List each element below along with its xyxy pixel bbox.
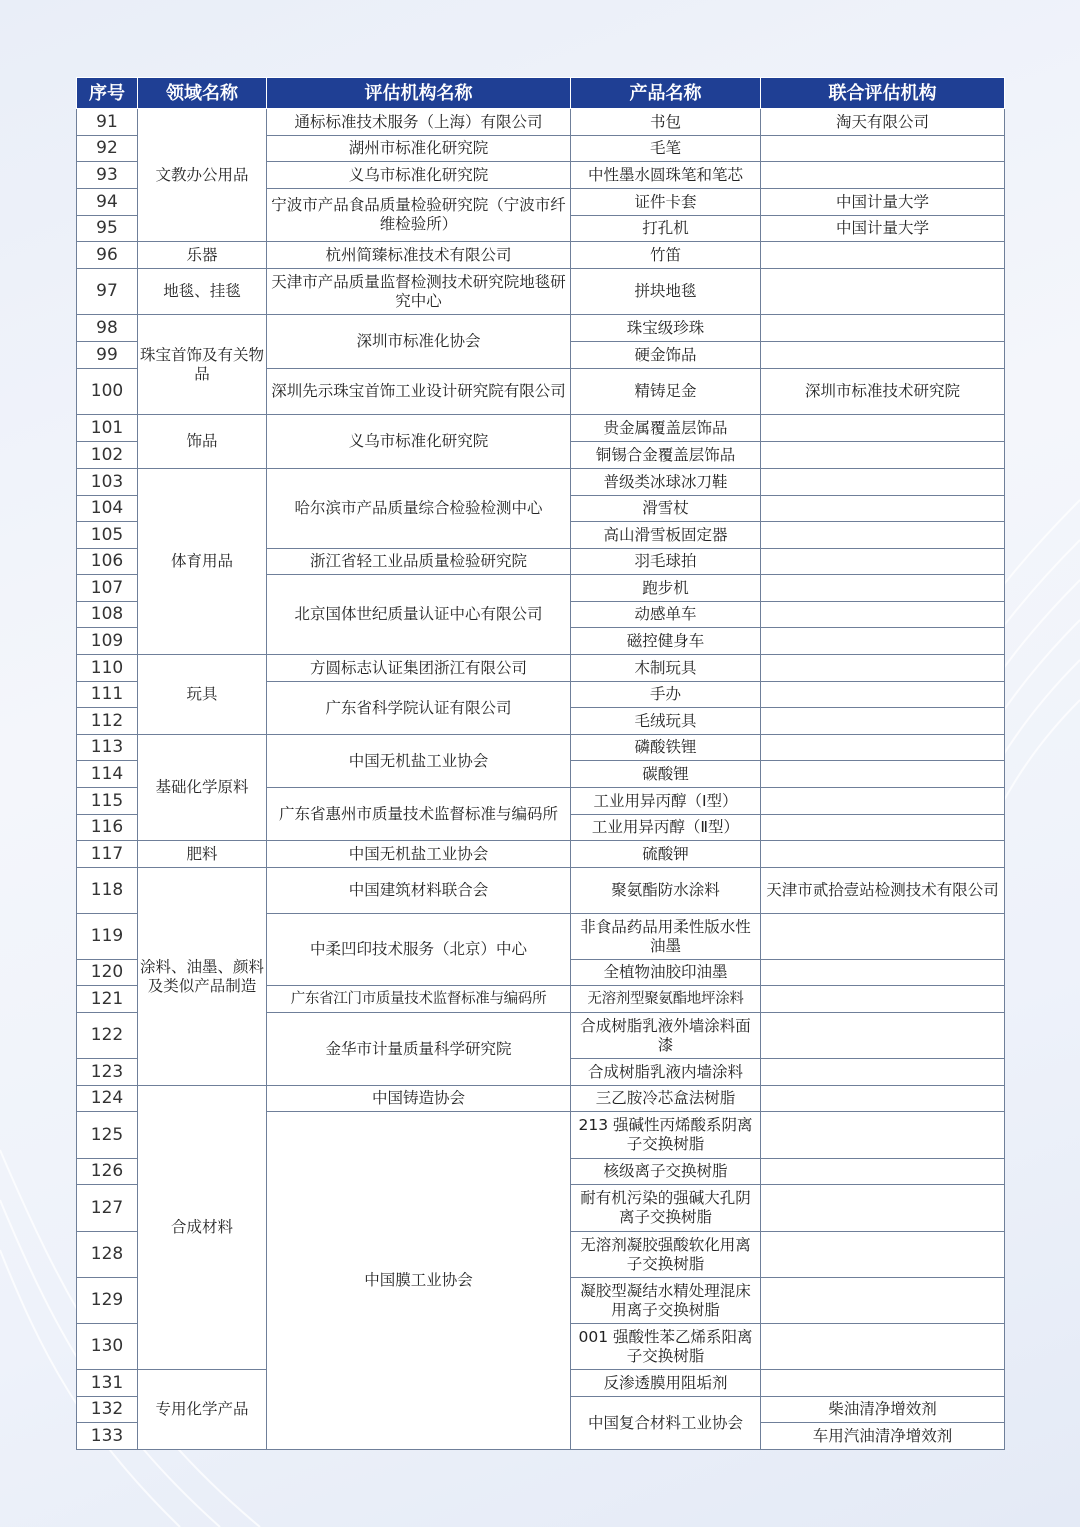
table-row: [77, 868, 1005, 914]
joint-cell: [761, 269, 1005, 315]
joint-cell: [761, 315, 1005, 342]
domain-cell: 珠宝首饰及有关物品: [138, 315, 267, 415]
row-no: 105: [77, 522, 138, 549]
product-cell: 动感单车: [571, 602, 761, 628]
row-no: 124: [77, 1086, 138, 1112]
row-no: 132: [77, 1397, 138, 1423]
joint-cell: [761, 841, 1005, 868]
joint-cell: [761, 735, 1005, 761]
joint-cell: [761, 1370, 1005, 1397]
row-no: 130: [77, 1324, 138, 1370]
org-cell: 义乌市标准化研究院: [267, 415, 571, 469]
product-cell: 珠宝级珍珠: [571, 315, 761, 342]
domain-cell: 饰品: [138, 415, 267, 469]
org-cell: 宁波市产品食品质量检验研究院（宁波市纤维检验所）: [267, 189, 571, 242]
joint-cell: [761, 415, 1005, 442]
product-cell: 毛笔: [571, 136, 761, 162]
org-cell: 深圳先示珠宝首饰工业设计研究院有限公司: [267, 369, 571, 415]
row-no: 101: [77, 415, 138, 442]
org-cell: 北京国体世纪质量认证中心有限公司: [267, 575, 571, 655]
row-no: 98: [77, 315, 138, 342]
org-cell: 中国膜工业协会: [267, 1112, 571, 1450]
domain-cell: 基础化学原料: [138, 735, 267, 841]
joint-cell: 深圳市标准技术研究院: [761, 369, 1005, 415]
org-cell: 浙江省轻工业品质量检验研究院: [267, 549, 571, 575]
row-no: 121: [77, 986, 138, 1013]
org-cell: 湖州市标准化研究院: [267, 136, 571, 162]
org-cell: 广东省惠州市质量技术监督标准与编码所: [267, 788, 571, 841]
header-domain: 领域名称: [138, 78, 267, 109]
product-cell: 高山滑雪板固定器: [571, 522, 761, 549]
product-cell: 凝胶型凝结水精处理混床用离子交换树脂: [571, 1278, 761, 1324]
org-cell: 广东省科学院认证有限公司: [267, 682, 571, 735]
joint-cell: [761, 708, 1005, 735]
joint-cell: 淘天有限公司: [761, 109, 1005, 136]
org-cell: 中柔凹印技术服务（北京）中心: [267, 914, 571, 986]
row-no: 99: [77, 342, 138, 369]
product-cell: 精铸足金: [571, 369, 761, 415]
joint-cell: [761, 1324, 1005, 1370]
product-cell: 普级类冰球冰刀鞋: [571, 469, 761, 496]
joint-cell: [761, 136, 1005, 162]
product-cell: 滑雪杖: [571, 496, 761, 522]
org-cell: 方圆标志认证集团浙江有限公司: [267, 655, 571, 682]
joint-cell: [761, 815, 1005, 841]
joint-cell: [761, 602, 1005, 628]
domain-cell: 乐器: [138, 242, 267, 269]
joint-cell: [761, 522, 1005, 549]
org-cell: 天津市产品质量监督检测技术研究院地毯研究中心: [267, 269, 571, 315]
joint-cell: [761, 442, 1005, 469]
domain-cell: 肥料: [138, 841, 267, 868]
table-row: [77, 269, 1005, 315]
product-cell: 硬金饰品: [571, 342, 761, 369]
joint-cell: [761, 1059, 1005, 1086]
product-cell: 车用汽油清净增效剂: [761, 1423, 1005, 1450]
row-no: 127: [77, 1185, 138, 1232]
domain-cell: 涂料、油墨、颜料及类似产品制造: [138, 868, 267, 1086]
org-cell: 哈尔滨市产品质量综合检验检测中心: [267, 469, 571, 549]
joint-cell: [761, 682, 1005, 708]
row-no: 97: [77, 269, 138, 315]
row-no: 129: [77, 1278, 138, 1324]
joint-cell: [761, 342, 1005, 369]
joint-cell: [761, 1185, 1005, 1232]
domain-cell: 玩具: [138, 655, 267, 735]
product-cell: 竹笛: [571, 242, 761, 269]
product-cell: 无溶剂凝胶强酸软化用离子交换树脂: [571, 1232, 761, 1278]
joint-cell: [761, 761, 1005, 788]
table-row: [77, 415, 1005, 442]
product-cell: 工业用异丙醇（Ⅱ型）: [571, 815, 761, 841]
product-cell: 合成树脂乳液外墙涂料面漆: [571, 1013, 761, 1059]
org-cell: 中国建筑材料联合会: [267, 868, 571, 914]
row-no: 107: [77, 575, 138, 602]
org-cell: 中国铸造协会: [267, 1086, 571, 1112]
joint-cell: [761, 1232, 1005, 1278]
product-cell: 001 强酸性苯乙烯系阳离子交换树脂: [571, 1324, 761, 1370]
row-no: 117: [77, 841, 138, 868]
row-no: 94: [77, 189, 138, 216]
joint-cell: [761, 162, 1005, 189]
org-cell: 深圳市标准化协会: [267, 315, 571, 369]
product-cell: 耐有机污染的强碱大孔阴离子交换树脂: [571, 1185, 761, 1232]
joint-cell: [761, 575, 1005, 602]
row-no: 114: [77, 761, 138, 788]
org-cell: 广东省江门市质量技术监督标准与编码所: [267, 986, 571, 1013]
row-no: 128: [77, 1232, 138, 1278]
product-cell: 磷酸铁锂: [571, 735, 761, 761]
row-no: 120: [77, 960, 138, 986]
product-cell: 聚氨酯防水涂料: [571, 868, 761, 914]
product-cell: 拼块地毯: [571, 269, 761, 315]
product-cell: 全植物油胶印油墨: [571, 960, 761, 986]
row-no: 116: [77, 815, 138, 841]
product-cell: 书包: [571, 109, 761, 136]
table-row: [77, 655, 1005, 682]
row-no: 109: [77, 628, 138, 655]
product-cell: 硫酸钾: [571, 841, 761, 868]
evaluation-table-container: [76, 77, 1004, 1450]
row-no: 133: [77, 1423, 138, 1450]
joint-cell: 中国计量大学: [761, 189, 1005, 216]
joint-cell: [761, 496, 1005, 522]
table-row: [77, 469, 1005, 496]
table-header-row: [77, 78, 1005, 109]
table-row: [77, 1086, 1005, 1112]
domain-cell: 文教办公用品: [138, 109, 267, 242]
row-no: 131: [77, 1370, 138, 1397]
product-cell: 手办: [571, 682, 761, 708]
domain-cell: 地毯、挂毯: [138, 269, 267, 315]
org-cell: 通标标准技术服务（上海）有限公司: [267, 109, 571, 136]
joint-cell: [761, 469, 1005, 496]
header-org: 评估机构名称: [267, 78, 571, 109]
row-no: 119: [77, 914, 138, 960]
row-no: 110: [77, 655, 138, 682]
joint-cell: [761, 788, 1005, 815]
product-cell: 毛绒玩具: [571, 708, 761, 735]
joint-cell: [761, 1278, 1005, 1324]
product-cell: 贵金属覆盖层饰品: [571, 415, 761, 442]
product-cell: 柴油清净增效剂: [761, 1397, 1005, 1423]
header-joint: 联合评估机构: [761, 78, 1005, 109]
domain-cell: 体育用品: [138, 469, 267, 655]
joint-cell: [761, 1112, 1005, 1159]
joint-cell: [761, 628, 1005, 655]
row-no: 115: [77, 788, 138, 815]
org-cell: 义乌市标准化研究院: [267, 162, 571, 189]
row-no: 92: [77, 136, 138, 162]
org-cell: 杭州简臻标准技术有限公司: [267, 242, 571, 269]
joint-cell: 中国计量大学: [761, 216, 1005, 242]
product-cell: 磁控健身车: [571, 628, 761, 655]
product-cell: 中性墨水圆珠笔和笔芯: [571, 162, 761, 189]
row-no: 111: [77, 682, 138, 708]
product-cell: 证件卡套: [571, 189, 761, 216]
joint-cell: 天津市贰拾壹站检测技术有限公司: [761, 868, 1005, 914]
product-cell: 羽毛球拍: [571, 549, 761, 575]
row-no: 122: [77, 1013, 138, 1059]
product-cell: 跑步机: [571, 575, 761, 602]
table-row: [77, 315, 1005, 342]
joint-cell: [761, 1013, 1005, 1059]
row-no: 125: [77, 1112, 138, 1159]
joint-cell: [761, 242, 1005, 269]
product-cell: 铜锡合金覆盖层饰品: [571, 442, 761, 469]
joint-cell: [761, 1159, 1005, 1185]
header-product: 产品名称: [571, 78, 761, 109]
row-no: 108: [77, 602, 138, 628]
domain-cell: 专用化学产品: [138, 1370, 267, 1450]
table-row: [77, 841, 1005, 868]
row-no: 112: [77, 708, 138, 735]
product-cell: 打孔机: [571, 216, 761, 242]
row-no: 126: [77, 1159, 138, 1185]
product-cell: 木制玩具: [571, 655, 761, 682]
joint-cell: [761, 1086, 1005, 1112]
table-row: [77, 735, 1005, 761]
table-row: [77, 242, 1005, 269]
org-cell: 金华市计量质量科学研究院: [267, 1013, 571, 1086]
product-cell: 合成树脂乳液内墙涂料: [571, 1059, 761, 1086]
evaluation-table: [76, 77, 1005, 1450]
joint-cell: [761, 986, 1005, 1013]
row-no: 103: [77, 469, 138, 496]
product-cell: 无溶剂型聚氨酯地坪涂料: [571, 986, 761, 1013]
row-no: 123: [77, 1059, 138, 1086]
row-no: 91: [77, 109, 138, 136]
product-cell: 213 强碱性丙烯酸系阴离子交换树脂: [571, 1112, 761, 1159]
row-no: 104: [77, 496, 138, 522]
org-cell: 中国无机盐工业协会: [267, 841, 571, 868]
org-cell: 中国无机盐工业协会: [267, 735, 571, 788]
product-cell: 非食品药品用柔性版水性油墨: [571, 914, 761, 960]
product-cell: 反渗透膜用阻垢剂: [571, 1370, 761, 1397]
row-no: 100: [77, 369, 138, 415]
product-cell: 核级离子交换树脂: [571, 1159, 761, 1185]
joint-cell: [761, 960, 1005, 986]
row-no: 106: [77, 549, 138, 575]
header-no: 序号: [77, 78, 138, 109]
org-cell: 中国复合材料工业协会: [571, 1397, 761, 1450]
product-cell: 碳酸锂: [571, 761, 761, 788]
row-no: 102: [77, 442, 138, 469]
joint-cell: [761, 655, 1005, 682]
table-row: [77, 109, 1005, 136]
joint-cell: [761, 549, 1005, 575]
row-no: 95: [77, 216, 138, 242]
row-no: 93: [77, 162, 138, 189]
domain-cell: 合成材料: [138, 1086, 267, 1370]
product-cell: 工业用异丙醇（Ⅰ型）: [571, 788, 761, 815]
joint-cell: [761, 914, 1005, 960]
row-no: 113: [77, 735, 138, 761]
product-cell: 三乙胺冷芯盒法树脂: [571, 1086, 761, 1112]
row-no: 96: [77, 242, 138, 269]
row-no: 118: [77, 868, 138, 914]
